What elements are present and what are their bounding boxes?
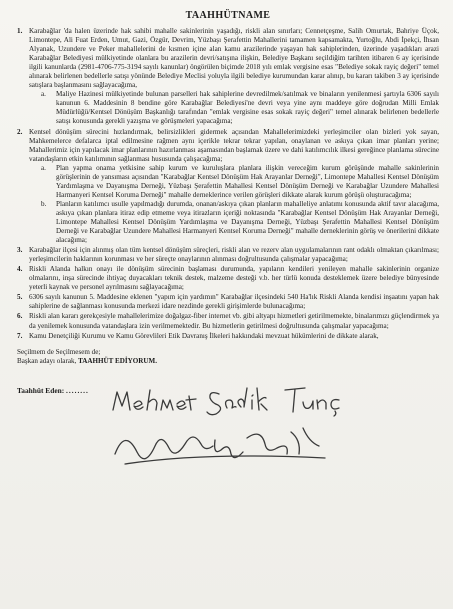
- closing-statement: [17, 348, 439, 366]
- closing-prefix: Başkan adayı olarak,: [17, 356, 79, 365]
- commitment-item-3: [17, 246, 439, 264]
- sub-item-2b: [29, 200, 439, 245]
- sub-item-number: a.: [41, 90, 46, 99]
- item-text: Kamu Denetçiliği Kurumu ve Kamu Görevlileri Etik Davranış İlkeleri hakkındaki mevzuat hükümlerini de dikkate alarak,: [29, 331, 379, 340]
- commitment-item-7: [17, 332, 439, 341]
- sub-item-number: b.: [41, 199, 47, 208]
- handwritten-signature: [107, 380, 367, 470]
- commitment-item-2: [17, 128, 439, 246]
- item-number: 3.: [17, 246, 23, 255]
- sub-item-2a: [29, 164, 439, 200]
- item-number: 4.: [17, 265, 23, 274]
- item-number: 6.: [17, 312, 23, 321]
- item-text: 6306 sayılı kanunun 5. Maddesine eklenen "yapım için yardımın" Karabağlar ilçesindeki 540 Ha'lık Riskli Alanda kendisi inşaatını yapan hak sahiplerine de sağlanması konusunda merkezi idare nezdinde gerekli girişimlerde bulunacağıma;: [29, 293, 439, 311]
- item-text: Kentsel dönüşüm sürecini hızlandırmak, belirsizlikleri gidermek açısından Mahallelerimizdeki yerleşimciler olan bizleri yok sayan, Mahkemelerce defalarca iptal edilmesine rağmen aynı içerikle tekrar tekrar yapılan, onaylanan ve askıya çıkan imar planları yerine; Mahallerimiz için yapılacak imar planlarının hazırlanması aşamasından başlamak üzere ve dahi katılımcılık ilkesi gereğince planlama sürecine vatandaşların etkin katılımının sağlanması hususunda çalışacağıma;: [29, 127, 439, 163]
- commitment-item-1: [17, 27, 439, 127]
- sub-item-text: Planların katılımcı usulle yapılmadığı durumda, onanan/askıya çıkan planların mahalleliye anlatımı konusunda aktif tavır alacağıma, askıya çıkan planlara itiraz edip etmeme veya itirazların içeriği noktasında "Karabağlar Kentsel Dönüşüm Hak Arayanlar Derneği, Limontepe Mahallesi Kentsel Dönüşüm Yardımlaşma ve Dayanışma Derneği, Yüzbaşı Şerafettin Mahallesi Kentsel Dönüşüm Derneği ve Karabağlar Uzundere Mahallesi Harmanyeri Kentsel Koruma Derneği" mahalle derneklerinin görüş ve önerilerini dikkate alacağıma;: [56, 199, 439, 245]
- commitment-item-5: [17, 293, 439, 311]
- item-number: 5.: [17, 293, 23, 302]
- commitment-item-4: [17, 265, 439, 292]
- commitment-item-6: [17, 312, 439, 330]
- sub-item-text: Plan yapma onama yetkisine sahip kurum ve kuruluşlara planlara ilişkin vereceğim kurum görüşünde mahalle sakinlerinin görüşlerinin de yansıması açısından "Karabağlar Kentsel Dönüşüm Hak Arayanlar Derneği", Limontepe Mahallesi Kentsel Dönüşüm Yardımlaşma ve Dayanışma Derneği, Yüzbaşı Şerafettin Mahallesi Kentsel Dönüşüm Derneği ve Karabağlar Uzundere Mahallesi Harmanyeri Kentsel Koruma Derneği" mahalle derneklerince verilen görüşleri dikkate alarak kurum görüşü oluşturacağıma;: [56, 163, 439, 199]
- item-text: Karabağlar 'da halen üzerinde hak sahibi mahalle sakinlerinin yaşadığı, riskli alan sınırları; Cennetçeşme, Salih Omurtak, Bahriye Üçok, Limontepe, Ali Fuat Erden, Umut, Gazi, Özgür, Devrim, Yüzbaşı Şerafettin Mahallerini tamamen kapsamakta, Yurtoğlu, Abdi İpekçi, İhsan Alyanak, Uzundere ve Peker mahallelerini de kısmen içine alan kamu arazilerinde yaşayan hak sahiplerinden, üzerinde yaşadıkları arazi Karabağlar Belediyesi mülkiyetinde olanlara bu arazilerin devri/satışına ilişkin, Belediye Başkanı seçildiğim tarihten itibaren 6 ay içerisinde ilgili kanunlarda (2981-4706-775-3194 sayılı kanunlar) öngörülen biçimde 2018 yılı emlak vergisine esas "Belediye sokak rayiç değeri" temel alınarak belirlenen bedellerle satışı yönünde Belediye Meclisi yoluyla ilgili belediye kurumundan karar alınıp, bu kararı takiben 3 ay içerisinde satışlara başlanmasını sağlayacağıma,: [29, 27, 439, 90]
- closing-line-2: [17, 357, 439, 366]
- sub-item-number: a.: [41, 163, 46, 172]
- item-text: Riskli alan kararı gerekçesiyle mahallelerimize doğalgaz-fiber internet vb. gibi altyapı hizmetleri getirilmemekte, binalarımızı güçlendirmek ya da yenilemek konusunda vatandaşlara izin verilmemektedir. Bu hizmetlerin getirilmesi doğrultusunda çalışmalar yapacağıma;: [29, 312, 439, 330]
- closing-line-1: Seçilmem de Seçilmesem de;: [17, 347, 101, 356]
- item-text: Karabağlar ilçesi için alınmış olan tüm kentsel dönüşüm süreçleri, riskli alan ve rezerv alan uygulamalarının rant odaklı olmaktan çıkarılması; yerleşimcilerin haklarının korunması ve her süreçte onaylarının alınması doğrultusunda çalışmalar yapacağıma;: [29, 246, 439, 264]
- item-number: 7.: [17, 331, 23, 340]
- document-title: TAAHHÜTNAME: [185, 10, 271, 21]
- sub-item-1a: [29, 90, 439, 126]
- oath-text: TAAHHÜT EDİYORUM.: [78, 356, 158, 365]
- signature-label: Taahhüt Eden: ........: [17, 386, 89, 395]
- item-text: Riskli Alanda halkın onayı ile dönüşüm sürecinin başlaması durumunda, yapıların kendileri yenileyen mahalle sakinlerinin organize olmalarını, inşa sürecinde ihtiyaç duyacakları teknik destek, malzeme desteği v.b. her türlü konuda desteklemek üzere belediye bünyesinde yeterli kaynak ve personel ayrılmasını sağlayacağıma;: [29, 265, 439, 292]
- signature-block: [17, 380, 439, 470]
- item-number: 1.: [17, 27, 23, 35]
- item-number: 2.: [17, 127, 23, 136]
- sub-item-text: Maliye Hazinesi mülkiyetinde bulunan parselleri hak sahiplerine devredilmek/satılmak ve binaların yenilenmesi şartıyla 6306 sayılı kanunun 6. Maddesinin 8 bendine göre Karabağlar Belediyesi'ne devri veya yine aynı maddeye göre doğrudan Milli Emlak Müdürlüğü/Kentsel Dönüşüm Başkanlığı tarafından "emlak vergisine esas sokak rayiç değeri" temel alınarak belirlenen bedellerle satışı konusunda gerekli yazışma ve görüşmeleri yapacağıma;: [56, 90, 439, 126]
